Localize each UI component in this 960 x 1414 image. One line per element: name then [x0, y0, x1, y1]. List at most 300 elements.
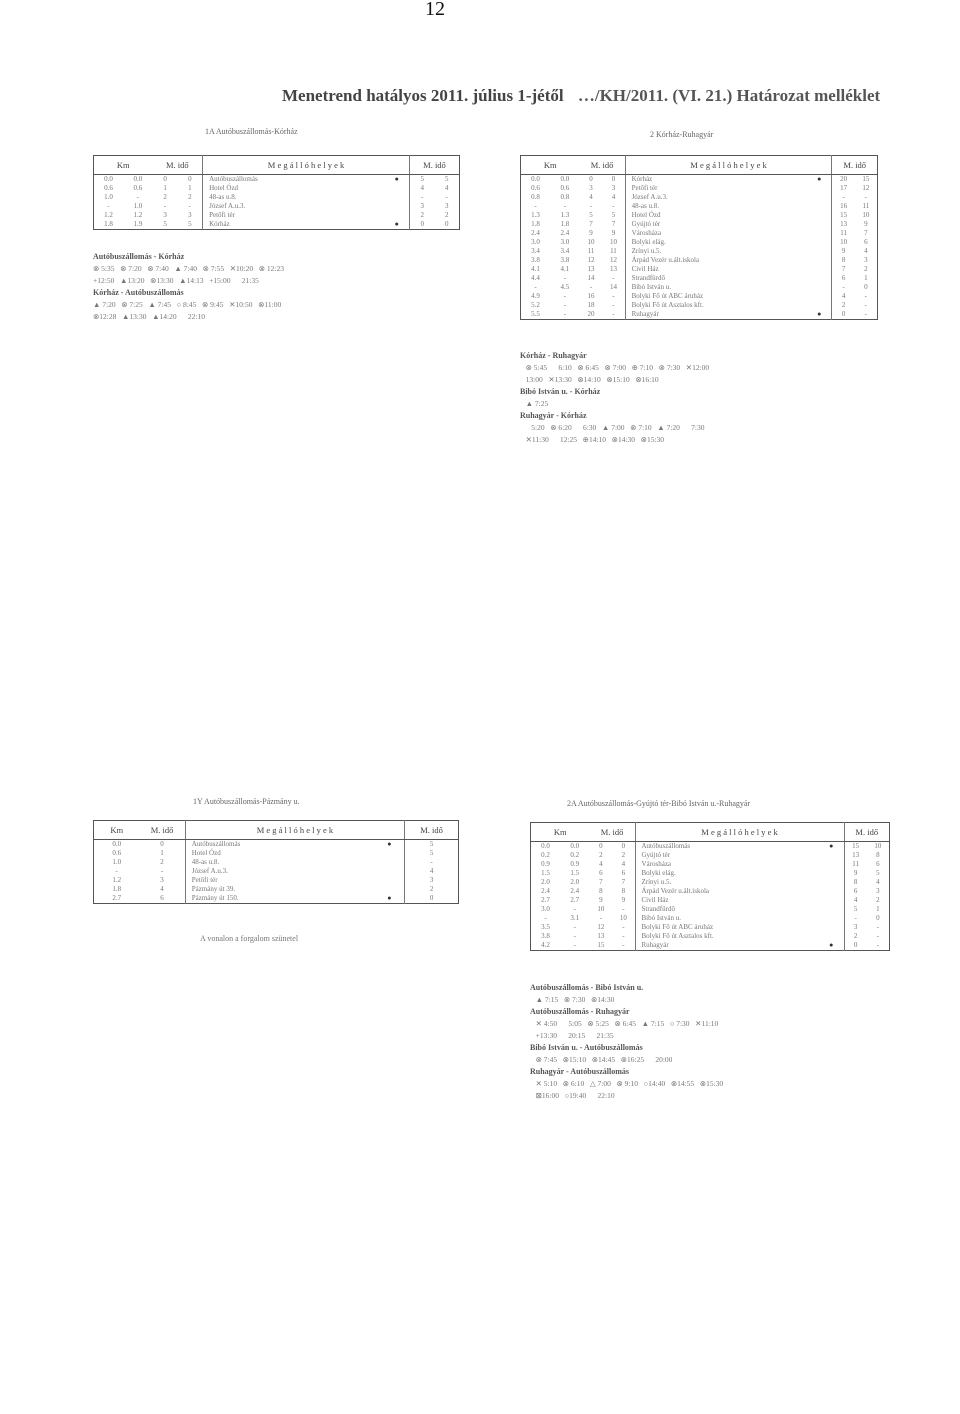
mido-cell: 5 — [611, 211, 616, 219]
col-stops: M e g á l l ó h e l y e k — [203, 156, 410, 175]
mido-cell: 9 — [611, 229, 616, 237]
km-cell: - — [136, 193, 139, 201]
route-1y-table — [93, 820, 459, 904]
mido-cell: 2 — [621, 851, 626, 859]
mido-back-cell: 3 — [429, 876, 434, 884]
mido-back-cell: 7 — [864, 229, 868, 237]
route-1a-table — [93, 155, 460, 230]
route-marker — [807, 247, 832, 256]
mido-back-cell: 12 — [862, 184, 870, 192]
km-cell: 0.9 — [570, 860, 580, 868]
departure-times: ✕11:30 12:25 ⊕14:10 ⊗14:30 ⊗15:30 — [520, 435, 665, 444]
route-marker — [819, 923, 844, 932]
km-cell: - — [563, 310, 566, 318]
mido-back-cell: 4 — [876, 878, 880, 886]
route-marker: ● — [375, 840, 405, 850]
table-row — [521, 220, 878, 229]
route-marker: ● — [819, 941, 844, 951]
mido-cell: 11 — [587, 247, 595, 255]
route-marker — [819, 905, 844, 914]
mido-cell: 7 — [611, 220, 616, 228]
route-1a-title: 1A Autóbuszállomás-Kórház — [205, 127, 298, 136]
mido-back-cell: 3 — [444, 202, 449, 210]
km-cell: 1.8 — [104, 220, 113, 228]
km-cell: 3.4 — [531, 247, 540, 255]
mido-back-cell: - — [421, 193, 424, 201]
table-row — [521, 175, 878, 185]
route-marker — [375, 876, 405, 885]
table-row — [94, 211, 460, 220]
mido-cell: - — [622, 905, 625, 913]
route-2a-departures — [530, 982, 723, 1102]
departure-heading: Ruhagyár - Kórház — [520, 411, 587, 420]
mido-cell: - — [612, 274, 615, 282]
table-row — [521, 301, 878, 310]
col-km: Km — [94, 821, 140, 840]
stop-name: Strandfürdő — [635, 905, 819, 914]
route-2-table — [520, 155, 878, 320]
mido-cell: 18 — [587, 301, 595, 309]
stop-name: Autóbuszállomás — [203, 175, 385, 185]
mido-back-cell: 20 — [840, 175, 848, 183]
col-km: Km — [94, 156, 153, 175]
table-row — [521, 247, 878, 256]
km-cell: 0.0 — [104, 175, 113, 183]
table-row — [94, 876, 459, 885]
departure-times: ▲ 7:25 — [520, 399, 549, 408]
km-cell: - — [563, 301, 566, 309]
km-cell: 0.6 — [560, 184, 570, 192]
km-cell: 0.6 — [133, 184, 143, 192]
route-marker — [384, 202, 409, 211]
table-row — [531, 869, 890, 878]
departure-times: ▲ 7:15 ⊗ 7:30 ⊗14:30 — [530, 995, 615, 1004]
route-marker — [819, 896, 844, 905]
departure-times: +12:50 ▲13:20 ⊗13:30 ▲14:13 +15:00 21:35 — [93, 276, 259, 285]
route-marker — [375, 849, 405, 858]
departure-times: 13:00 ✕13:30 ⊗14:10 ⊗15:10 ⊗16:10 — [520, 375, 659, 384]
km-cell: - — [534, 202, 537, 210]
col-mido-back: M. idő — [405, 821, 459, 840]
route-marker — [807, 274, 832, 283]
mido-back-cell: 0 — [429, 894, 434, 902]
col-km: Km — [521, 156, 580, 175]
mido-back-cell: 0 — [864, 283, 868, 291]
stop-name: Hotel Ózd — [203, 184, 385, 193]
table-row — [531, 842, 890, 852]
stop-name: Ruhagyár — [625, 310, 807, 320]
mido-cell: 10 — [587, 238, 595, 246]
stop-name: József A.u.3. — [185, 867, 374, 876]
mido-cell: 20 — [587, 310, 595, 318]
table-row — [94, 858, 459, 867]
mido-back-cell: 15 — [852, 842, 860, 850]
km-cell: 0.0 — [531, 175, 540, 183]
mido-back-cell: 0 — [853, 941, 858, 949]
col-stops: M e g á l l ó h e l y e k — [635, 823, 844, 842]
mido-cell: 3 — [611, 184, 616, 192]
mido-cell: - — [160, 867, 164, 875]
table-row — [521, 292, 878, 301]
mido-back-cell: 6 — [853, 887, 858, 895]
departure-heading: Kórház - Autóbuszállomás — [93, 288, 184, 297]
mido-cell: 8 — [621, 887, 626, 895]
mido-cell: 13 — [597, 932, 605, 940]
km-cell: 2.0 — [570, 878, 580, 886]
km-cell: 1.5 — [541, 869, 550, 877]
table-row — [521, 283, 878, 292]
col-mido-back: M. idő — [409, 156, 459, 175]
departure-times: ⊗ 5:35 ⊗ 7:20 ⊗ 7:40 ▲ 7:40 ⊗ 7:55 ✕10:20 ⊗ 12:23 — [93, 264, 284, 273]
route-marker: ● — [807, 175, 832, 185]
mido-cell: 12 — [609, 256, 617, 264]
km-cell: 3.0 — [541, 905, 550, 913]
route-marker — [819, 860, 844, 869]
departure-heading: Bibó István u. - Kórház — [520, 387, 601, 396]
mido-back-cell: 2 — [876, 896, 880, 904]
stop-name: Civil Ház — [625, 265, 807, 274]
mido-back-cell: 8 — [841, 256, 846, 264]
stop-name: Bolyki elág. — [635, 869, 819, 878]
km-cell: 3.8 — [560, 256, 570, 264]
table-row — [521, 256, 878, 265]
mido-back-cell: 10 — [862, 211, 870, 219]
mido-back-cell: 4 — [444, 184, 449, 192]
table-row — [531, 923, 890, 932]
km-cell: - — [573, 932, 576, 940]
km-cell: 1.3 — [560, 211, 570, 219]
route-marker — [807, 211, 832, 220]
route-marker — [375, 858, 405, 867]
km-cell: 1.9 — [133, 220, 143, 228]
table-row — [531, 941, 890, 951]
decree-reference: …/KH/2011. (VI. 21.) Határozat melléklet — [577, 86, 881, 105]
km-cell: 0.0 — [541, 842, 550, 850]
table-row — [521, 265, 878, 274]
km-cell: 0.9 — [541, 860, 550, 868]
km-cell: 1.8 — [112, 885, 122, 893]
stop-name: Gyújtó tér — [635, 851, 819, 860]
stop-name: 48-as u.8. — [203, 193, 385, 202]
stop-name: Gyújtó tér — [625, 220, 807, 229]
mido-back-cell: 2 — [444, 211, 449, 219]
km-cell: 0.0 — [112, 840, 122, 848]
mido-back-cell: 10 — [874, 842, 882, 850]
km-cell: - — [563, 202, 566, 210]
mido-cell: 4 — [160, 885, 164, 893]
route-marker — [807, 238, 832, 247]
km-cell: 4.1 — [531, 265, 540, 273]
departure-times: +13:30 20:15 21:35 — [530, 1031, 614, 1040]
table-row — [521, 193, 878, 202]
mido-back-cell: 0 — [841, 310, 846, 318]
mido-cell: 9 — [621, 896, 626, 904]
stop-name: Árpád Vezér u.ált.iskola — [635, 887, 819, 896]
mido-cell: 1 — [188, 184, 192, 192]
mido-back-cell: - — [876, 932, 880, 940]
col-km: Km — [531, 823, 590, 842]
mido-cell: 7 — [621, 878, 626, 886]
col-stops: M e g á l l ó h e l y e k — [185, 821, 404, 840]
mido-cell: 6 — [621, 869, 626, 877]
stop-name: Városháza — [635, 860, 819, 869]
table-row — [531, 887, 890, 896]
stop-name: Petőfi tér — [625, 184, 807, 193]
stop-name: Pázmány út 150. — [185, 894, 374, 904]
departure-times: ⊠16:00 ○19:40 22:10 — [530, 1091, 615, 1100]
stop-name: Ruhagyár — [635, 941, 819, 951]
km-cell: 0.6 — [531, 184, 540, 192]
mido-cell: 1 — [163, 184, 167, 192]
mido-back-cell: 0 — [876, 914, 880, 922]
departure-times: ⊗ 5:45 6:10 ⊗ 6:45 ⊗ 7:00 ⊕ 7:10 ⊗ 7:30 ✕12:00 — [520, 363, 710, 372]
stop-name: József A.u.3. — [625, 193, 807, 202]
mido-back-cell: 4 — [864, 247, 868, 255]
stop-name: Árpád Vezér u.ált.iskola — [625, 256, 807, 265]
mido-cell: 3 — [188, 211, 192, 219]
table-row — [531, 932, 890, 941]
km-cell: 3.8 — [531, 256, 540, 264]
col-mido: M. idő — [139, 821, 185, 840]
table-row — [531, 914, 890, 923]
mido-cell: 0 — [160, 840, 164, 848]
km-cell: 0.0 — [560, 175, 570, 183]
validity-text: Menetrend hatályos 2011. július 1-jétől — [282, 86, 564, 105]
stop-name: Városháza — [625, 229, 807, 238]
mido-back-cell: 4 — [853, 896, 858, 904]
mido-cell: - — [188, 202, 192, 210]
km-cell: 4.2 — [541, 941, 550, 949]
mido-cell: 1 — [160, 849, 164, 857]
mido-cell: - — [622, 941, 625, 949]
table-row — [521, 202, 878, 211]
mido-cell: 4 — [621, 860, 626, 868]
mido-back-cell: 2 — [420, 211, 424, 219]
table-row — [521, 184, 878, 193]
route-marker — [819, 914, 844, 923]
stop-name: Hotel Ózd — [185, 849, 374, 858]
mido-cell: 6 — [160, 894, 164, 902]
stop-name: Petőfi tér — [185, 876, 374, 885]
mido-back-cell: 5 — [853, 905, 858, 913]
mido-cell: - — [612, 292, 615, 300]
mido-cell: 3 — [163, 211, 167, 219]
stop-name: Autóbuszállomás — [635, 842, 819, 852]
route-marker — [375, 885, 405, 894]
route-marker — [384, 184, 409, 193]
route-marker — [819, 851, 844, 860]
mido-back-cell: 3 — [876, 887, 880, 895]
mido-cell: 7 — [589, 220, 593, 228]
col-mido: M. idő — [590, 823, 635, 842]
stop-name: Pázmány út 39. — [185, 885, 374, 894]
mido-back-cell: 2 — [841, 301, 846, 309]
departure-times: ⊗ 7:45 ⊗15:10 ⊗14:45 ⊗16:25 20:00 — [530, 1055, 673, 1064]
km-cell: 2.7 — [112, 894, 122, 902]
stop-name: Kórház — [203, 220, 385, 230]
km-cell: - — [573, 941, 576, 949]
km-cell: 1.2 — [133, 211, 143, 219]
mido-cell: - — [622, 932, 625, 940]
km-cell: 0.6 — [104, 184, 113, 192]
km-cell: 1.2 — [104, 211, 113, 219]
stop-name: Hotel Ózd — [625, 211, 807, 220]
table-row — [94, 894, 459, 904]
table-row — [521, 310, 878, 320]
mido-back-cell: - — [854, 914, 857, 922]
mido-back-cell: 11 — [862, 202, 870, 210]
km-cell: 4.5 — [560, 283, 570, 291]
route-2-title: 2 Kórház-Ruhagyár — [650, 130, 714, 139]
route-marker — [819, 887, 844, 896]
mido-back-cell: 7 — [841, 265, 846, 273]
mido-back-cell: - — [842, 283, 845, 291]
departure-heading: Ruhagyár - Autóbuszállomás — [530, 1067, 629, 1076]
mido-cell: - — [612, 202, 615, 210]
mido-back-cell: 0 — [420, 220, 424, 228]
mido-back-cell: - — [876, 941, 880, 949]
km-cell: 2.0 — [541, 878, 550, 886]
mido-cell: 10 — [597, 905, 605, 913]
km-cell: 2.4 — [531, 229, 540, 237]
table-row — [531, 905, 890, 914]
route-marker — [807, 202, 832, 211]
mido-cell: 4 — [611, 193, 616, 201]
mido-cell: 16 — [587, 292, 595, 300]
km-cell: 3.0 — [560, 238, 570, 246]
km-cell: 3.1 — [570, 914, 580, 922]
km-cell: 3.4 — [560, 247, 570, 255]
km-cell: - — [107, 202, 110, 210]
mido-back-cell: 3 — [853, 923, 858, 931]
stop-name: Bibó István u. — [635, 914, 819, 923]
mido-cell: 13 — [609, 265, 617, 273]
km-cell: - — [573, 905, 576, 913]
mido-back-cell: 16 — [840, 202, 848, 210]
mido-back-cell: 5 — [429, 840, 434, 848]
km-cell: 0.6 — [112, 849, 122, 857]
mido-cell: 5 — [589, 211, 593, 219]
mido-back-cell: - — [864, 301, 868, 309]
mido-cell: 4 — [599, 860, 603, 868]
departure-heading: Autóbuszállomás - Ruhagyár — [530, 1007, 630, 1016]
table-row — [94, 849, 459, 858]
mido-cell: - — [622, 923, 625, 931]
departure-times: ✕ 4:50 5:05 ⊗ 5:25 ⊗ 6:45 ▲ 7:15 ○ 7:30 ✕11:10 — [530, 1019, 719, 1028]
stop-name: Civil Ház — [635, 896, 819, 905]
km-cell: 2.7 — [541, 896, 550, 904]
mido-cell: 0 — [599, 842, 603, 850]
km-cell: 0.8 — [531, 193, 540, 201]
departure-heading: Kórház - Ruhagyár — [520, 351, 587, 360]
mido-back-cell: 10 — [840, 238, 848, 246]
km-cell: 2.4 — [560, 229, 570, 237]
stop-name: Bolyki elág. — [625, 238, 807, 247]
mido-cell: 10 — [609, 238, 617, 246]
km-cell: 1.3 — [531, 211, 540, 219]
mido-back-cell: 5 — [444, 175, 449, 183]
route-marker — [807, 292, 832, 301]
mido-back-cell: 6 — [876, 860, 880, 868]
mido-cell: 3 — [160, 876, 164, 884]
mido-back-cell: 4 — [429, 867, 434, 875]
km-cell: 0.0 — [133, 175, 143, 183]
departure-times: ⊗12:28 ▲13:30 ▲14:20 22:10 — [93, 312, 205, 321]
table-row — [94, 175, 460, 185]
route-marker — [819, 878, 844, 887]
mido-back-cell: - — [864, 292, 868, 300]
table-row — [94, 840, 459, 850]
stop-name: Bolyki Fő út ABC áruház — [625, 292, 807, 301]
table-row — [531, 896, 890, 905]
km-cell: 1.8 — [531, 220, 540, 228]
km-cell: 1.2 — [112, 876, 122, 884]
mido-back-cell: 8 — [876, 851, 880, 859]
mido-cell: 14 — [587, 274, 595, 282]
mido-back-cell: 5 — [420, 175, 424, 183]
km-cell: - — [115, 867, 118, 875]
route-marker — [819, 932, 844, 941]
stop-name: Zrínyi u.5. — [635, 878, 819, 887]
mido-cell: 12 — [587, 256, 595, 264]
mido-back-cell: 15 — [862, 175, 870, 183]
km-cell: 1.0 — [133, 202, 143, 210]
mido-cell: 0 — [163, 175, 167, 183]
route-marker: ● — [819, 842, 844, 852]
mido-back-cell: 5 — [876, 869, 880, 877]
mido-back-cell: 1 — [876, 905, 880, 913]
table-row — [531, 878, 890, 887]
mido-back-cell: 1 — [864, 274, 868, 282]
mido-back-cell: 6 — [841, 274, 846, 282]
mido-back-cell: - — [864, 193, 868, 201]
mido-cell: 15 — [597, 941, 605, 949]
mido-back-cell: 17 — [840, 184, 848, 192]
mido-cell: 13 — [587, 265, 595, 273]
col-stops: M e g á l l ó h e l y e k — [625, 156, 832, 175]
km-cell: 1.0 — [104, 193, 113, 201]
route-marker — [807, 193, 832, 202]
mido-back-cell: 3 — [420, 202, 424, 210]
mido-cell: 3 — [589, 184, 593, 192]
mido-back-cell: 2 — [864, 265, 868, 273]
km-cell: - — [544, 914, 547, 922]
km-cell: 3.0 — [531, 238, 540, 246]
stop-name: Strandfürdő — [625, 274, 807, 283]
route-marker: ● — [807, 310, 832, 320]
mido-cell: - — [599, 914, 603, 922]
mido-cell: 6 — [599, 869, 603, 877]
km-cell: 4.9 — [531, 292, 540, 300]
route-marker — [807, 229, 832, 238]
km-cell: 3.5 — [541, 923, 550, 931]
km-cell: 0.8 — [560, 193, 570, 201]
col-mido: M. idő — [153, 156, 203, 175]
mido-cell: 14 — [609, 283, 617, 291]
mido-cell: 4 — [589, 193, 593, 201]
mido-back-cell: 15 — [840, 211, 848, 219]
route-marker: ● — [384, 220, 409, 230]
km-cell: 2.4 — [541, 887, 550, 895]
table-row — [94, 885, 459, 894]
km-cell: 4.1 — [560, 265, 570, 273]
mido-cell: - — [589, 202, 593, 210]
mido-cell: 9 — [589, 229, 593, 237]
km-cell: - — [563, 274, 566, 282]
km-cell: 3.8 — [541, 932, 550, 940]
km-cell: 1.8 — [560, 220, 570, 228]
table-row — [94, 184, 460, 193]
